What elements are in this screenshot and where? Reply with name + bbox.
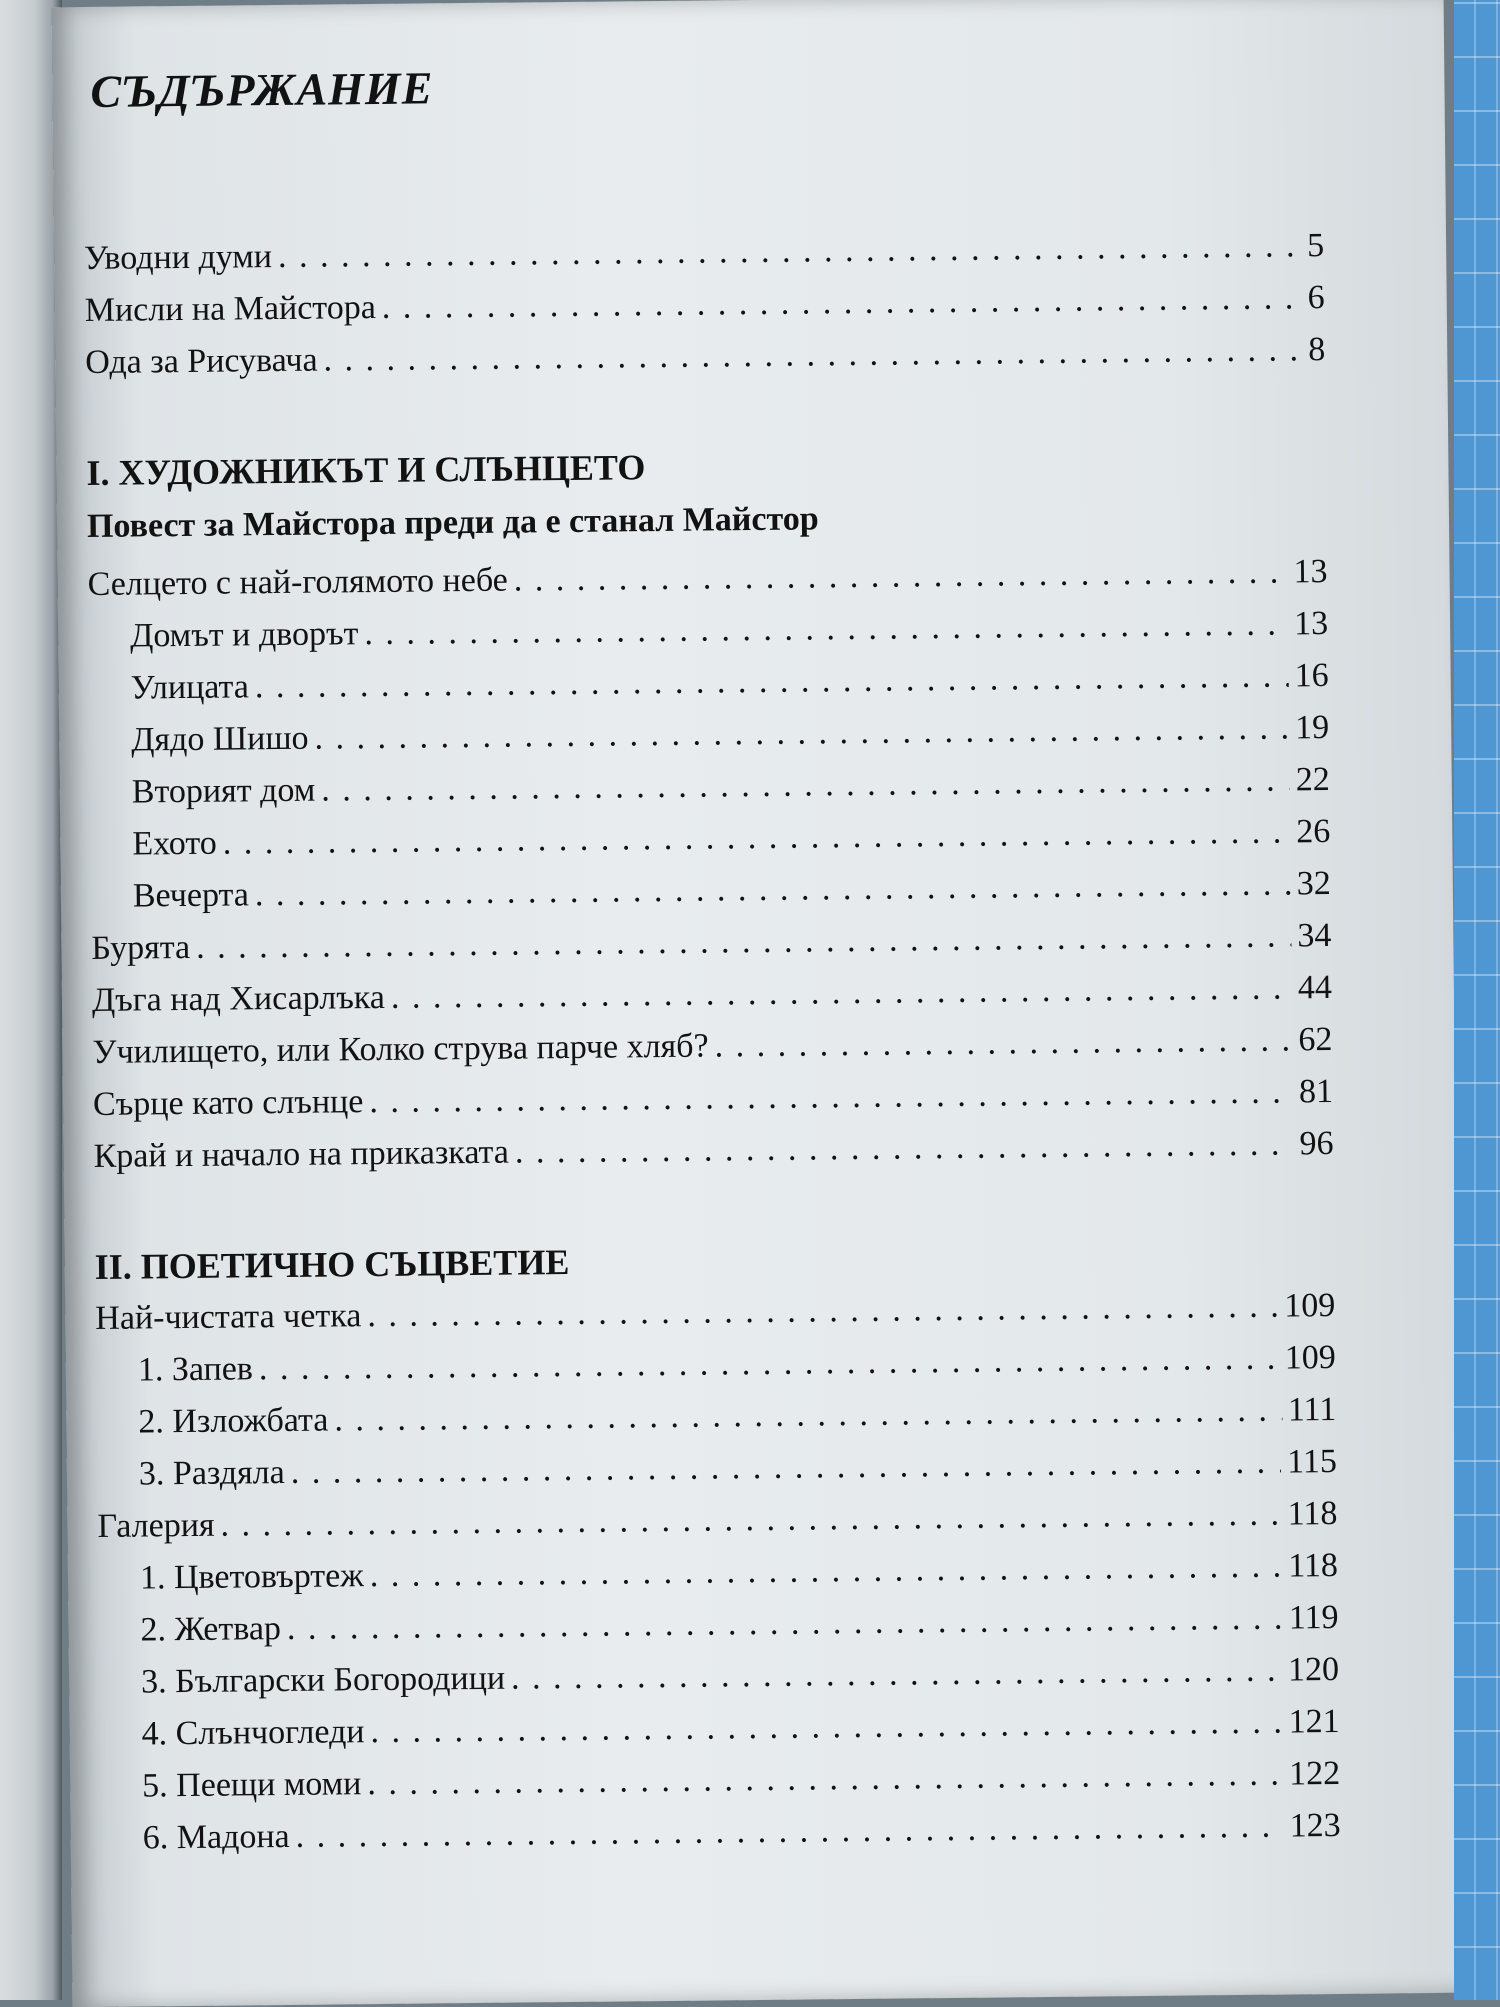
entry-page: 8 bbox=[1308, 331, 1326, 369]
entry-page: 19 bbox=[1294, 709, 1330, 747]
entry-label: 1. Цветовъртеж bbox=[139, 1557, 364, 1597]
entry-page: 22 bbox=[1295, 761, 1330, 799]
entry-label: Домът и дворът bbox=[129, 615, 359, 655]
entry-label: Селцето с най-голямото небе bbox=[87, 561, 508, 603]
entry-label: Мисли на Майстора bbox=[84, 288, 376, 330]
entry-label: Улицата bbox=[130, 668, 250, 707]
entry-label: 2. Жетвар bbox=[140, 1610, 282, 1649]
entry-page: 32 bbox=[1296, 864, 1332, 903]
entry-page: 119 bbox=[1288, 1598, 1339, 1637]
entry-label: Вечерта bbox=[132, 876, 250, 915]
table-of-contents bbox=[82, 52, 1341, 1865]
entry-page: 81 bbox=[1298, 1072, 1334, 1111]
entry-page: 44 bbox=[1297, 968, 1333, 1007]
entry-page: 16 bbox=[1294, 657, 1329, 695]
entry-page: 13 bbox=[1293, 605, 1329, 643]
entry-label: 3. Български Богородици bbox=[140, 1659, 506, 1701]
entry-page: 109 bbox=[1284, 1286, 1336, 1325]
dot-leader bbox=[323, 324, 1302, 386]
entry-label: Вторият дом bbox=[131, 771, 316, 811]
entry-label: Ехото bbox=[132, 824, 217, 863]
entry-label: 5. Пеещи моми bbox=[142, 1765, 362, 1805]
entry-page: 120 bbox=[1287, 1650, 1340, 1689]
entry-page: 109 bbox=[1284, 1338, 1336, 1377]
section-subheading: Повест за Майстора преди да е станал Майстор bbox=[86, 500, 819, 545]
entry-label: Училището, или Колко струва парче хляб? bbox=[92, 1027, 709, 1071]
entry-page: 121 bbox=[1288, 1702, 1340, 1741]
dot-leader bbox=[367, 1749, 1283, 1811]
entry-page: 111 bbox=[1287, 1390, 1337, 1429]
dot-leader bbox=[369, 1066, 1293, 1128]
entry-label: Край и начало на приказката bbox=[93, 1133, 510, 1175]
dot-leader bbox=[511, 1645, 1283, 1705]
dot-leader bbox=[295, 1801, 1284, 1863]
entry-page: 118 bbox=[1288, 1546, 1339, 1585]
entry-page: 5 bbox=[1306, 227, 1325, 265]
blue-cover-edge bbox=[1454, 0, 1500, 2000]
entry-label: Дъга над Хисарлъка bbox=[91, 978, 386, 1019]
entry-label: Уводни думи bbox=[84, 238, 273, 278]
dot-leader bbox=[714, 1014, 1292, 1072]
dot-leader bbox=[391, 962, 1293, 1023]
entry-page: 118 bbox=[1287, 1494, 1338, 1533]
left-page-edge bbox=[0, 0, 62, 2000]
dot-leader bbox=[514, 546, 1288, 606]
entry-page: 62 bbox=[1298, 1020, 1333, 1059]
entry-label: Бурята bbox=[91, 928, 191, 967]
dot-leader bbox=[364, 598, 1288, 660]
entry-page: 123 bbox=[1289, 1806, 1341, 1845]
entry-label: Дядо Шишо bbox=[131, 719, 309, 759]
entry-label: 6. Мадона bbox=[142, 1817, 290, 1857]
entry-label: Ода за Рисувача bbox=[85, 341, 318, 382]
entry-label: 4. Слънчогледи bbox=[141, 1713, 365, 1753]
section-heading: II. ПОЕТИЧНО СЪЦВЕТИЕ bbox=[94, 1241, 570, 1287]
entry-label: 2. Изложбата bbox=[138, 1401, 329, 1441]
dot-leader bbox=[369, 1541, 1282, 1603]
entry-page: 122 bbox=[1288, 1754, 1341, 1793]
entry-page: 6 bbox=[1307, 279, 1325, 317]
dot-leader bbox=[382, 272, 1302, 334]
entry-label: 1. Запев bbox=[137, 1350, 254, 1389]
entry-page: 13 bbox=[1293, 553, 1328, 591]
entry-page: 96 bbox=[1299, 1124, 1334, 1163]
entry-label: Галерия bbox=[97, 1506, 215, 1545]
entry-page: 34 bbox=[1297, 916, 1332, 955]
dot-leader bbox=[367, 1281, 1278, 1343]
section-heading: I. ХУДОЖНИКЪТ И СЛЪНЦЕТО bbox=[86, 447, 646, 494]
entry-page: 115 bbox=[1286, 1442, 1338, 1481]
entry-label: Сърце като слънце bbox=[92, 1083, 364, 1123]
entry-label: 3. Раздяла bbox=[138, 1453, 285, 1493]
dot-leader bbox=[370, 1697, 1283, 1759]
book-page bbox=[52, 0, 1465, 2007]
entry-label: Най-чистата четка bbox=[95, 1297, 362, 1337]
page-title: СЪДЪРЖАНИЕ bbox=[90, 62, 434, 117]
intro-block bbox=[84, 220, 1326, 389]
entry-page: 26 bbox=[1296, 812, 1331, 851]
dot-leader bbox=[515, 1118, 1294, 1178]
